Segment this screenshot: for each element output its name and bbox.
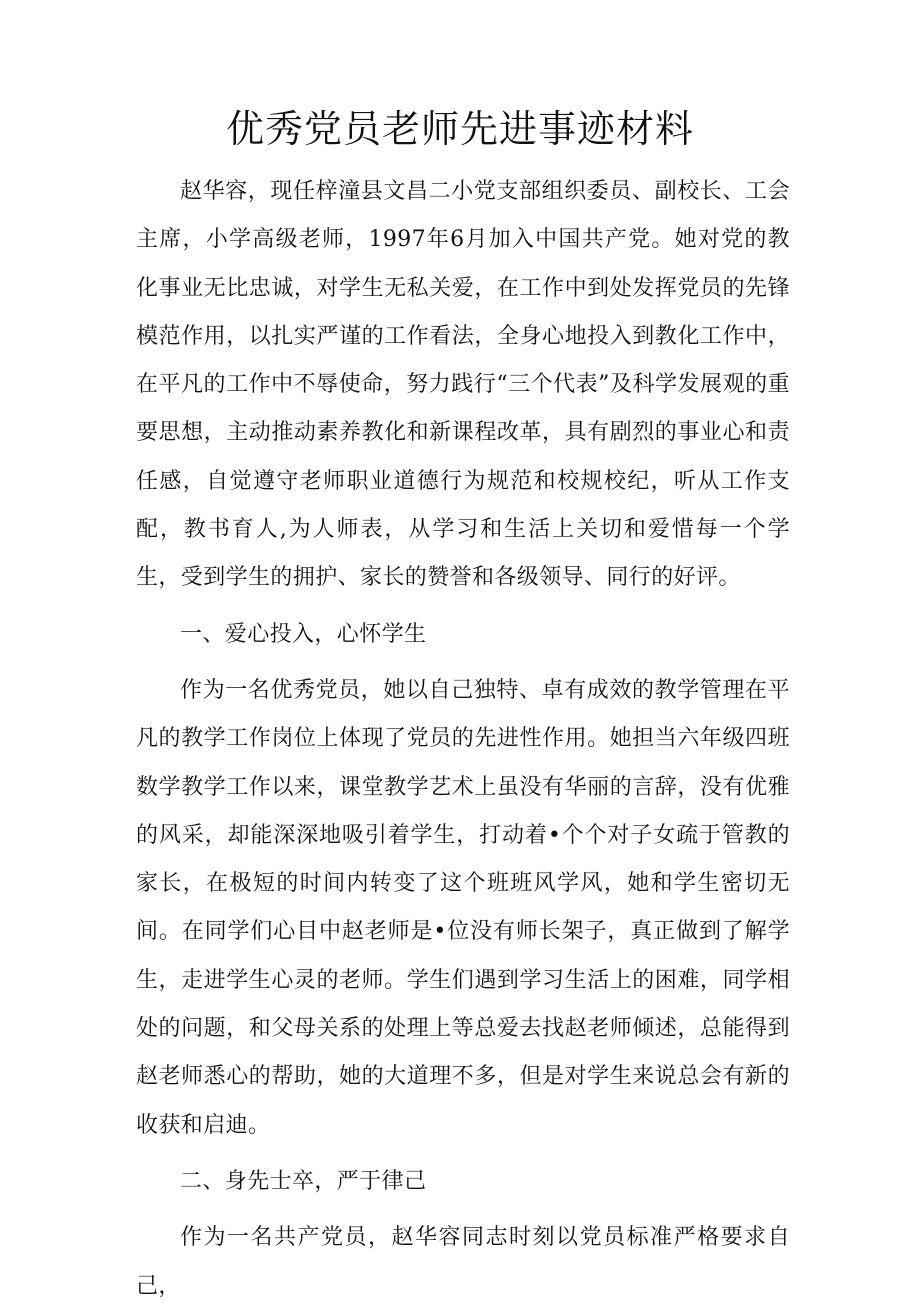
paragraph-gap bbox=[136, 603, 790, 611]
section-heading-1: 一、爱心投入，心怀学生 bbox=[180, 621, 427, 647]
paragraph-gap bbox=[136, 659, 790, 667]
section-1-paragraph: 作为一名优秀党员，她以自己独特、卓有成效的教学管理在平凡的教学工作岗位上体现了党员的先进性作用。她担当六年级四班数学教学工作以来，课堂教学艺术上虽没有华丽的言辞，没有优雅的风采，却能深深地吸引着学生，打动着•个个对子女疏于管教的家长，在极短的时间内转变了这个班班风学风，她和学生密切无间。在同学们心目中赵老师是•位没有师长架子，真正做到了解学生，走进学生心灵的老师。学生们遇到学习生活上的困难，同学相处的问题，和父母关系的处理上等总爱去找赵老师倾述，总能得到赵老师悉心的帮助，她的大道理不多，但是对学生来说总会有新的收获和启迪。 bbox=[136, 677, 790, 1138]
paragraph-gap bbox=[136, 1206, 790, 1214]
section-heading-2: 二、身先士卒，严于律己 bbox=[180, 1168, 427, 1194]
document-body bbox=[136, 168, 790, 1311]
paragraph-gap bbox=[136, 1150, 790, 1158]
intro-paragraph: 赵华容，现任梓潼县文昌二小党支部组织委员、副校长、工会主席，小学高级老师，1997年6月加入中国共产党。她对党的教化事业无比忠诚，对学生无私关爱，在工作中到处发挥党员的先锋模范作用，以扎实严谨的工作看法，全身心地投入到教化工作中，在平凡的工作中不辱使命，努力践行“三个代表”及科学发展观的重要思想，主动推动素养教化和新课程改革，具有剧烈的事业心和责任感，自觉遵守老师职业道德行为规范和校规校纪，听从工作支配，教书育人,为人师表，从学习和生活上关切和爱惜每一个学生，受到学生的拥护、家长的赞誉和各级领导、同行的好评。 bbox=[136, 179, 790, 591]
document-title: 优秀党员老师先进事迹材料 bbox=[225, 107, 694, 151]
section-2-paragraph: 作为一名共产党员，赵华容同志时刻以党员标准严格要求自己， bbox=[136, 1225, 790, 1299]
